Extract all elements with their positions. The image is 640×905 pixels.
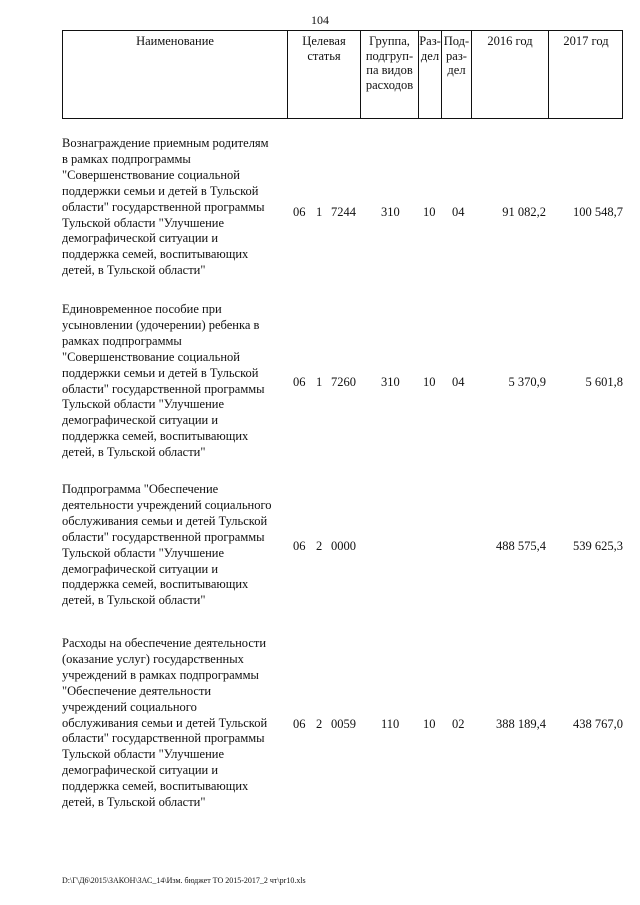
code-direction: 0000 (331, 539, 356, 553)
code-subprogram: 1 (316, 205, 323, 219)
code-subprogram: 2 (316, 539, 323, 553)
amount-2017: 5 601,8 (585, 375, 623, 389)
amount-2016: 91 082,2 (502, 205, 546, 219)
expense-group: 310 (381, 375, 400, 389)
subsection: 02 (452, 717, 465, 731)
code-program: 06 (293, 375, 306, 389)
page-number: 104 (311, 13, 329, 27)
section: 10 (423, 205, 436, 219)
code-direction: 0059 (331, 717, 356, 731)
header-expense-group: Группа, подгруп- па видов расходов (360, 31, 418, 118)
code-direction: 7260 (331, 375, 356, 389)
header-name: Наименование (136, 34, 214, 48)
row-name: Расходы на обеспечение деятельности (оказание услуг) государственных учреждений в рамках подпрограммы "Обеспечение деятельности учреждений социального обслуживания семьи и детей Тульской области" государственной программы Тульской области "Улучшение демографической ситуации и поддержка семей, воспитывающих детей, в Тульской области" (62, 636, 268, 810)
amount-2016: 488 575,4 (496, 539, 546, 553)
code-direction: 7244 (331, 205, 356, 219)
code-program: 06 (293, 205, 306, 219)
code-subprogram: 2 (316, 717, 323, 731)
code-subprogram: 1 (316, 375, 323, 389)
subsection: 04 (452, 205, 465, 219)
amount-2017: 100 548,7 (573, 205, 623, 219)
subsection: 04 (452, 375, 465, 389)
row-name: Подпрограмма "Обеспечение деятельности учреждений социального обслуживания семьи и детей Тульской области" государственной программы Тульской области "Улучшение демографической ситуации и поддержка семей, воспитывающих детей, в Тульской области" (62, 482, 272, 608)
header-2017: 2017 год (548, 31, 623, 118)
amount-2017: 438 767,0 (573, 717, 623, 731)
expense-group: 110 (381, 717, 400, 731)
header-section: Раз- дел (418, 31, 441, 118)
file-path-footer: D:\Г\Д6\2015\ЗАКОН\ЗАС_14\Изм. бюджет ТО 2015-2017_2 чт\pr10.xls (62, 876, 306, 885)
table-header (62, 30, 623, 119)
header-2016: 2016 год (471, 31, 548, 118)
row-name: Вознаграждение приемным родителям в рамках подпрограммы "Совершенствование социальной поддержки семьи и детей в Тульской области" государственной программы Тульской области "Улучшение демографической ситуации и поддержка семей, воспитывающих детей, в Тульской области" (62, 136, 269, 278)
amount-2016: 5 370,9 (508, 375, 546, 389)
row-name: Единовременное пособие при усыновлении (удочерении) ребенка в рамках подпрограммы "Совершенствование социальной поддержки семьи и детей в Тульской области" государственной программы Тульской области "Улучшение демографической ситуации и поддержка семей, воспитывающих детей, в Тульской области" (62, 302, 265, 460)
code-program: 06 (293, 717, 306, 731)
code-program: 06 (293, 539, 306, 553)
section: 10 (423, 717, 436, 731)
header-subsection: Под- раз- дел (441, 31, 471, 118)
expense-group: 310 (381, 205, 400, 219)
header-target-article: Целевая статья (287, 31, 360, 118)
amount-2016: 388 189,4 (496, 717, 546, 731)
amount-2017: 539 625,3 (573, 539, 623, 553)
section: 10 (423, 375, 436, 389)
